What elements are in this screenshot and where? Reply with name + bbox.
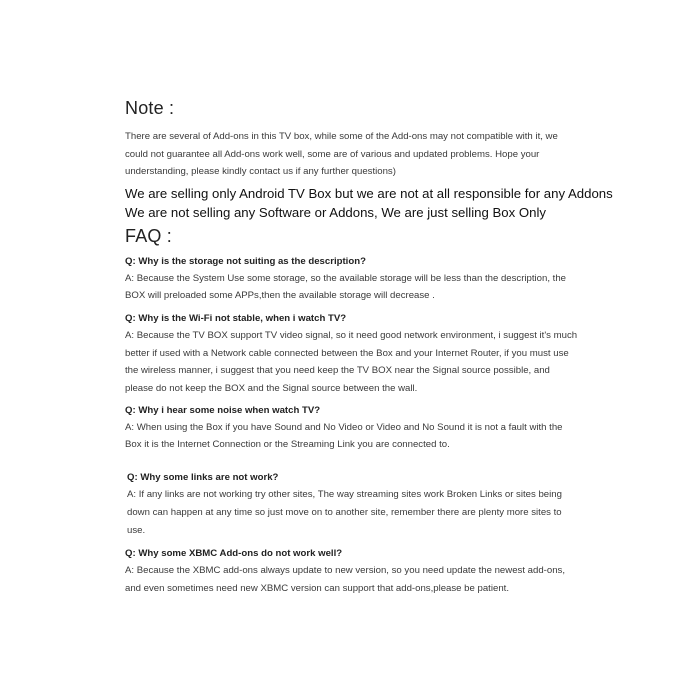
- faq-answer: A: Because the TV BOX support TV video signal, so it need good network environment, i suggest it's much better if used with a Network cable connected between the Box and your Internet Router, if you must use the wireless manner, i suggest that you need keep the TV BOX near the Signal source possible, and please do not keep the BOX and the Signal source between the wall.: [125, 329, 578, 395]
- faq-item: [125, 545, 580, 597]
- faq-question: Q: Why some XBMC Add-ons do not work well?: [125, 548, 343, 560]
- faq-list: [125, 253, 580, 598]
- faq-question: Q: Why is the storage not suiting as the description?: [125, 255, 366, 267]
- note-heading: Note :: [125, 98, 175, 118]
- faq-question: Q: Why some links are not work?: [127, 472, 279, 484]
- disclaimer: [125, 184, 613, 223]
- faq-heading: FAQ :: [125, 225, 173, 246]
- faq-answer: A: Because the System Use some storage, so the available storage will be less than the description, the BOX will preloaded some APPs,then the available storage will decrease .: [125, 272, 567, 302]
- faq-question: Q: Why i hear some noise when watch TV?: [125, 404, 321, 416]
- faq-item: [125, 402, 580, 454]
- disclaimer-line-1: We are selling only Android TV Box but we are not at all responsible for any Addons: [125, 185, 613, 201]
- faq-answer: A: When using the Box if you have Sound and No Video or Video and No Sound it is not a fault with the Box it is the Internet Connection or the Streaming Link you are connected to.: [125, 421, 563, 451]
- faq-item: [125, 310, 580, 398]
- faq-answer: A: Because the XBMC add-ons always update to new version, so you need update the newest add-ons, and even sometimes need new XBMC version can support that add-ons,please be patient.: [125, 565, 565, 594]
- note-body: There are several of Add-ons in this TV box, while some of the Add-ons may not compatible with it, we could not guarantee all Add-ons work well, some are of various and updated problems. Hope your understanding, please kindly contact us if any further questions): [125, 131, 558, 177]
- faq-question: Q: Why is the Wi-Fi not stable, when i watch TV?: [125, 312, 347, 324]
- document: [125, 97, 613, 598]
- faq-item: [125, 469, 580, 539]
- faq-item: [125, 253, 580, 305]
- disclaimer-line-2: We are not selling any Software or Addons, We are just selling Box Only: [125, 205, 546, 220]
- faq-answer: A: If any links are not working try other sites, The way streaming sites work Broken Links or sites being down can happen at any time so just move on to another site, remember there are plenty more sites to use.: [127, 489, 562, 536]
